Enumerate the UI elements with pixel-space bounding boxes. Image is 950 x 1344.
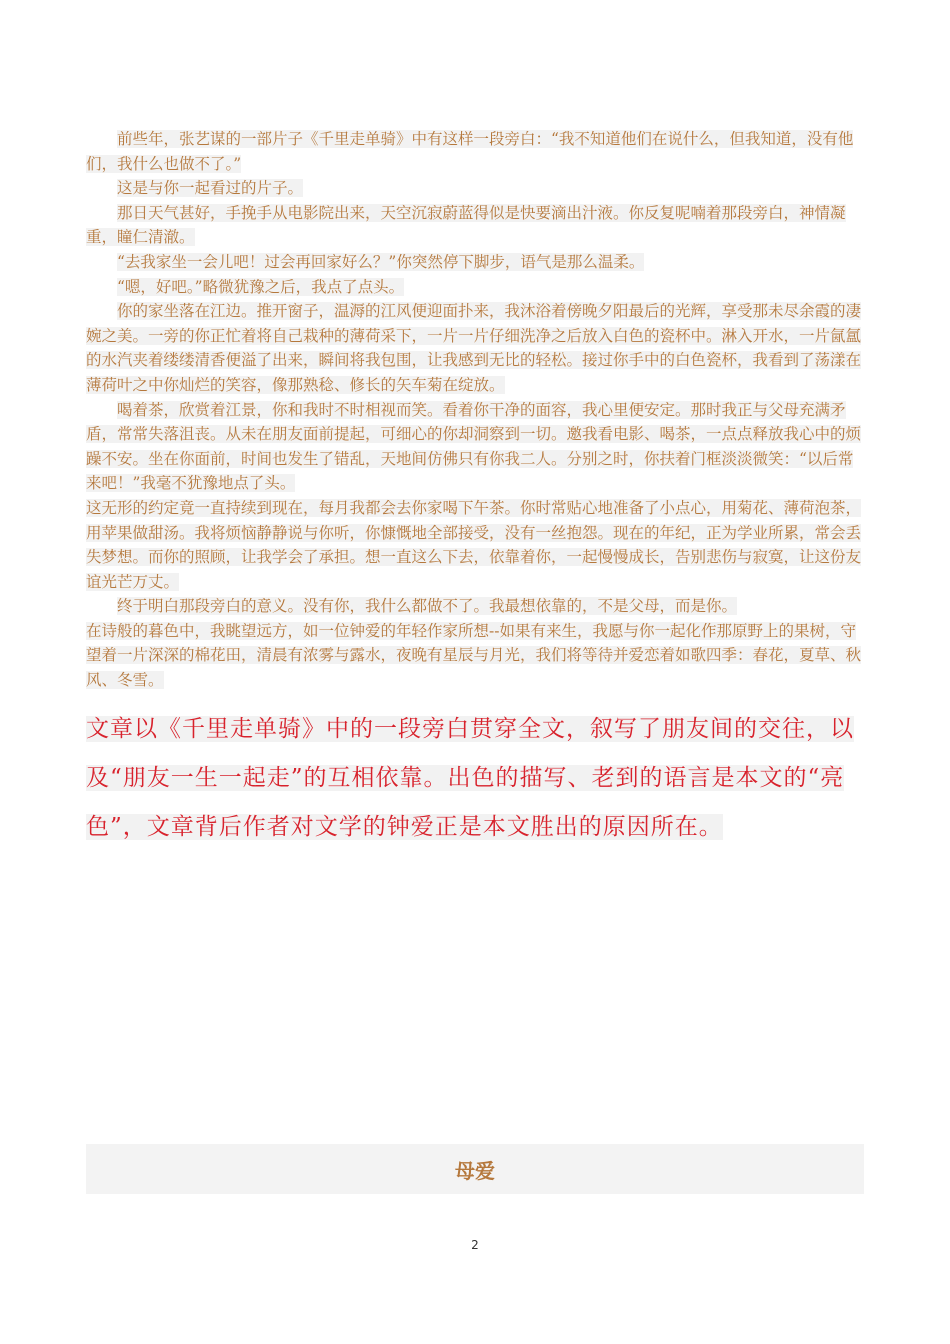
- editor-comment: 文章以《千里走单骑》中的一段旁白贯穿全文，叙写了朋友间的交往，以及“朋友一生一起走”的互相依靠。出色的描写、老到的语言是本文的“亮色”，文章背后作者对文学的钟爱正是本文胜出的原因所在。: [86, 715, 854, 840]
- paragraph-2: 这是与你一起看过的片子。: [117, 179, 304, 198]
- next-article-title: 母爱: [455, 1158, 495, 1183]
- paragraph-4: “去我家坐一会儿吧！过会再回家好么？”你突然停下脚步，语气是那么温柔。: [117, 252, 645, 271]
- paragraph-5: “嗯，好吧。”略微犹豫之后，我点了点头。: [117, 277, 405, 296]
- paragraph-6: 你的家坐落在江边。推开窗子，温溽的江风便迎面扑来，我沐浴着傍晚夕阳最后的光辉，享受那未尽余霞的凄婉之美。一旁的你正忙着将自己栽种的薄荷采下，一片一片仔细洗净之后放入白色的瓷杯中。淋入开水，一片氤氲的水汽夹着缕缕清香便溢了出来，瞬间将我包围，让我感到无比的轻松。接过你手中的白色瓷杯，我看到了荡漾在薄荷叶之中你灿烂的笑容，像那熟稔、修长的矢车菊在绽放。: [86, 302, 862, 394]
- paragraph-1: 前些年，张艺谋的一部片子《千里走单骑》中有这样一段旁白：“我不知道他们在说什么，但我知道，没有他们，我什么也做不了。”: [86, 130, 854, 173]
- paragraph-7: 喝着茶，欣赏着江景，你和我时不时相视而笑。看着你干净的面容，我心里便安定。那时我正与父母充满矛盾，常常失落沮丧。从未在朋友面前提起，可细心的你却洞察到一切。邀我看电影、喝茶，一点点释放我心中的烦躁不安。坐在你面前，时间也发生了错乱，天地间仿佛只有你我二人。分别之时，你扶着门框淡淡微笑：“以后常来吧！”我毫不犹豫地点了头。: [86, 400, 862, 493]
- paragraph-9: 终于明白那段旁白的意义。没有你，我什么都做不了。我最想依靠的，不是父母，而是你。: [117, 597, 738, 616]
- next-article-title-bar: [86, 1144, 864, 1194]
- article-body: [86, 127, 864, 852]
- paragraph-8: 这无形的约定竟一直持续到现在，每月我都会去你家喝下午茶。你时常贴心地准备了小点心，用菊花、薄荷泡茶，用苹果做甜汤。我将烦恼静静说与你听，你慷慨地全部接受，没有一丝抱怨。现在的年纪，正为学业所累，常会丢失梦想。而你的照顾，让我学会了承担。想一直这么下去，依靠着你，一起慢慢成长，告别悲伤与寂寞，让这份友谊光芒万丈。: [86, 498, 862, 591]
- page-number: 2: [471, 1238, 479, 1252]
- paragraph-10: 在诗般的暮色中，我眺望远方，如一位钟爱的年轻作家所想--如果有来生，我愿与你一起化作那原野上的果树，守望着一片深深的棉花田，清晨有浓雾与露水，夜晚有星辰与月光，我们将等待并爱恋着如歌四季：春花，夏草、秋风、冬雪。: [86, 621, 862, 690]
- paragraph-3: 那日天气甚好，手挽手从电影院出来，天空沉寂蔚蓝得似是快要滴出汁液。你反复呢喃着那段旁白，神情凝重，瞳仁清澈。: [86, 203, 846, 247]
